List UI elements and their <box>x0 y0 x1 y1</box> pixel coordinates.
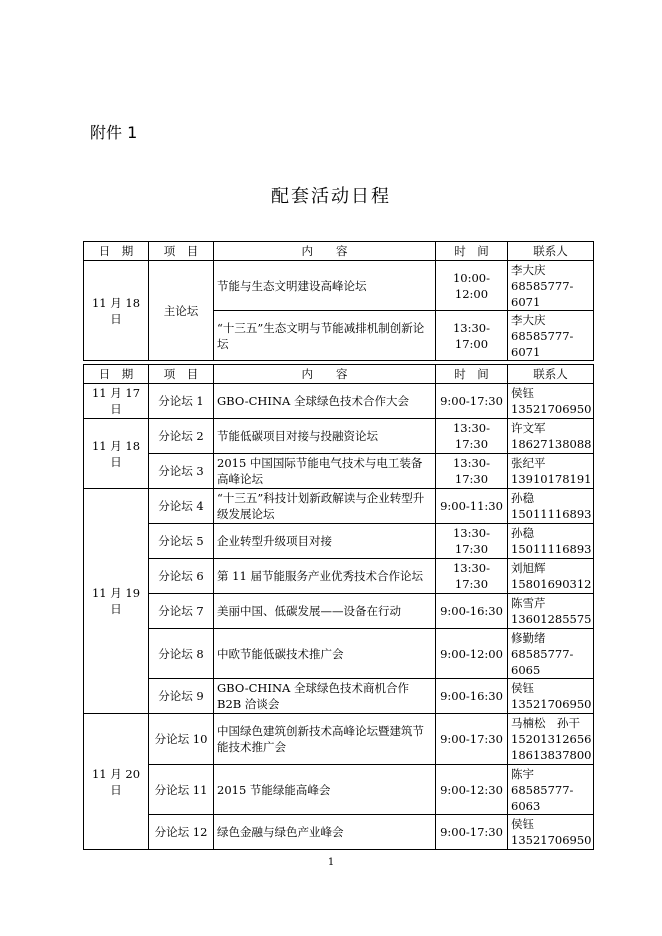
table-row <box>84 815 594 850</box>
table-row <box>84 594 594 629</box>
content-cell: 绿色金融与绿色产业峰会 <box>214 815 436 850</box>
content-cell: 2015 节能绿能高峰会 <box>214 765 436 815</box>
time-cell: 9:00-16:30 <box>436 679 508 714</box>
time-cell: 13:30-17:00 <box>436 311 508 361</box>
contact-cell: 侯钰 13521706950 <box>508 384 594 419</box>
contact-cell: 孙稳 15011116893 <box>508 524 594 559</box>
item-cell: 分论坛 1 <box>149 384 214 419</box>
time-cell: 9:00-16:30 <box>436 594 508 629</box>
header-contact: 联系人 <box>508 365 594 384</box>
contact-cell: 修勤绪 68585777-6065 <box>508 629 594 679</box>
table-header-row <box>84 242 594 261</box>
date-cell: 11 月 20 日 <box>84 714 149 850</box>
item-cell: 分论坛 12 <box>149 815 214 850</box>
item-cell: 分论坛 8 <box>149 629 214 679</box>
contact-cell: 张纪平 13910178191 <box>508 454 594 489</box>
item-cell: 主论坛 <box>149 261 214 361</box>
header-time: 时 间 <box>436 365 508 384</box>
item-cell: 分论坛 11 <box>149 765 214 815</box>
content-cell: 节能与生态文明建设高峰论坛 <box>214 261 436 311</box>
item-cell: 分论坛 10 <box>149 714 214 765</box>
header-item: 项 目 <box>149 242 214 261</box>
time-cell: 10:00-12:00 <box>436 261 508 311</box>
table-row <box>84 524 594 559</box>
table-row <box>84 714 594 765</box>
content-cell: “十三五”科技计划新政解读与企业转型升级发展论坛 <box>214 489 436 524</box>
time-cell: 9:00-17:30 <box>436 714 508 765</box>
attachment-label: 附件 1 <box>90 123 138 142</box>
time-cell: 9:00-17:30 <box>436 815 508 850</box>
item-cell: 分论坛 6 <box>149 559 214 594</box>
table-header-row <box>84 365 594 384</box>
content-cell: GBO-CHINA 全球绿色技术商机合作 B2B 洽谈会 <box>214 679 436 714</box>
content-cell: 第 11 届节能服务产业优秀技术合作论坛 <box>214 559 436 594</box>
table-row <box>84 679 594 714</box>
content-cell: 中国绿色建筑创新技术高峰论坛暨建筑节能技术推广会 <box>214 714 436 765</box>
item-cell: 分论坛 9 <box>149 679 214 714</box>
date-cell: 11 月 19 日 <box>84 489 149 714</box>
contact-cell: 陈雪芹 13601285575 <box>508 594 594 629</box>
header-date: 日 期 <box>84 365 149 384</box>
page-title: 配套活动日程 <box>271 186 391 207</box>
header-contact: 联系人 <box>508 242 594 261</box>
content-cell: 2015 中国国际节能电气技术与电工装备高峰论坛 <box>214 454 436 489</box>
time-cell: 9:00-12:30 <box>436 765 508 815</box>
header-time: 时 间 <box>436 242 508 261</box>
main-forum-table <box>83 241 594 361</box>
item-cell: 分论坛 2 <box>149 419 214 454</box>
table-row <box>84 261 594 311</box>
content-cell: “十三五”生态文明与节能减排机制创新论坛 <box>214 311 436 361</box>
sub-forum-table <box>83 364 594 850</box>
header-content: 内 容 <box>214 242 436 261</box>
header-date: 日 期 <box>84 242 149 261</box>
page-number: 1 <box>327 857 335 868</box>
contact-cell: 马楠松 孙干 15201312656 18613837800 <box>508 714 594 765</box>
table-row <box>84 454 594 489</box>
table-row <box>84 384 594 419</box>
table-row <box>84 629 594 679</box>
date-cell: 11 月 18 日 <box>84 419 149 489</box>
table-row <box>84 559 594 594</box>
contact-cell: 李大庆 68585777-6071 <box>508 261 594 311</box>
item-cell: 分论坛 7 <box>149 594 214 629</box>
time-cell: 13:30-17:30 <box>436 454 508 489</box>
item-cell: 分论坛 3 <box>149 454 214 489</box>
contact-cell: 侯钰 13521706950 <box>508 815 594 850</box>
time-cell: 13:30-17:30 <box>436 524 508 559</box>
content-cell: 中欧节能低碳技术推广会 <box>214 629 436 679</box>
content-cell: 美丽中国、低碳发展——设备在行动 <box>214 594 436 629</box>
time-cell: 9:00-11:30 <box>436 489 508 524</box>
item-cell: 分论坛 5 <box>149 524 214 559</box>
content-cell: GBO-CHINA 全球绿色技术合作大会 <box>214 384 436 419</box>
content-cell: 节能低碳项目对接与投融资论坛 <box>214 419 436 454</box>
table-row <box>84 419 594 454</box>
time-cell: 9:00-17:30 <box>436 384 508 419</box>
time-cell: 13:30-17:30 <box>436 419 508 454</box>
table-row <box>84 489 594 524</box>
header-content: 内 容 <box>214 365 436 384</box>
content-cell: 企业转型升级项目对接 <box>214 524 436 559</box>
date-cell: 11 月 18 日 <box>84 261 149 361</box>
table-row <box>84 765 594 815</box>
contact-cell: 陈宇 68585777-6063 <box>508 765 594 815</box>
contact-cell: 许文军 18627138088 <box>508 419 594 454</box>
contact-cell: 刘旭辉 15801690312 <box>508 559 594 594</box>
header-item: 项 目 <box>149 365 214 384</box>
contact-cell: 李大庆 68585777-6071 <box>508 311 594 361</box>
item-cell: 分论坛 4 <box>149 489 214 524</box>
contact-cell: 孙稳 15011116893 <box>508 489 594 524</box>
contact-cell: 侯钰 13521706950 <box>508 679 594 714</box>
time-cell: 13:30-17:30 <box>436 559 508 594</box>
time-cell: 9:00-12:00 <box>436 629 508 679</box>
date-cell: 11 月 17 日 <box>84 384 149 419</box>
